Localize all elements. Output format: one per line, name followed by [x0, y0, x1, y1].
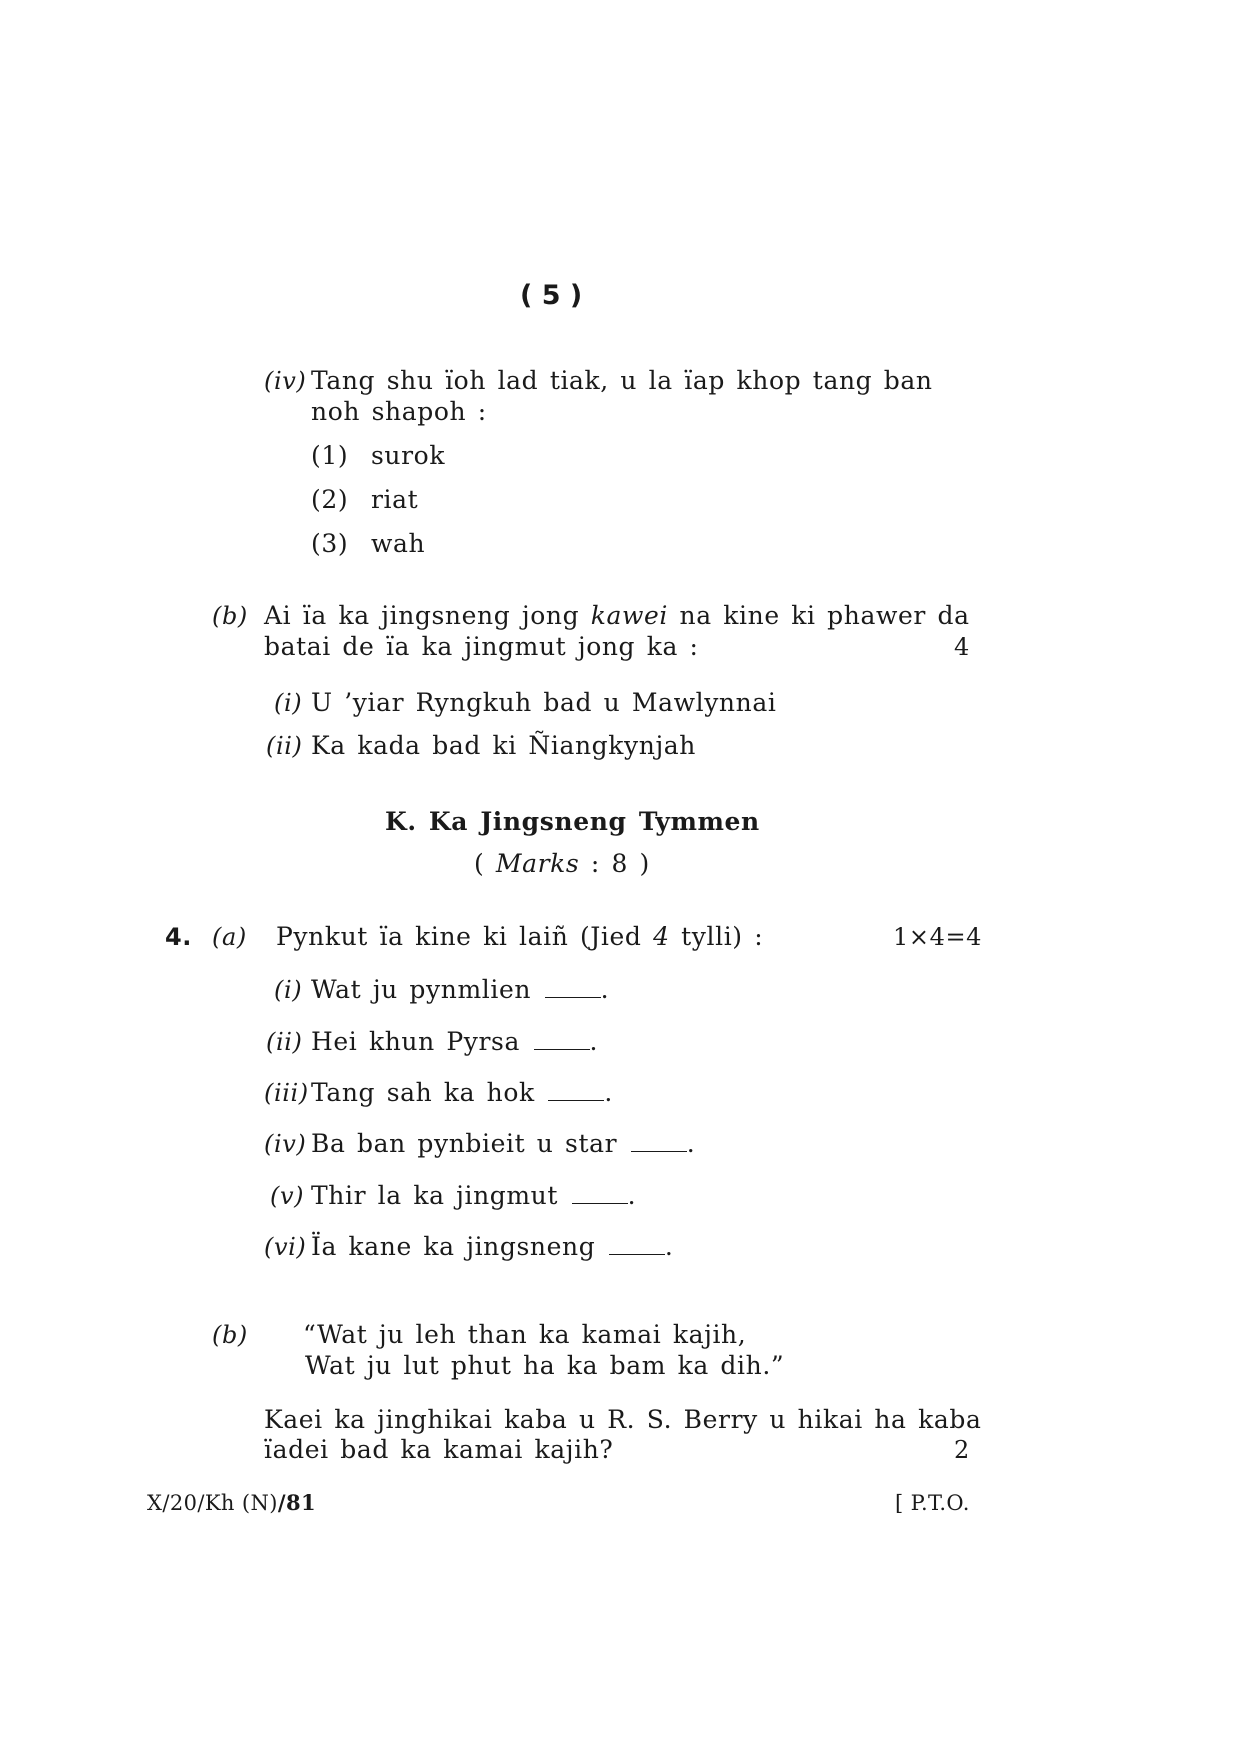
pto-note: [ P.T.O. — [895, 1491, 970, 1515]
q4-a-item-3-end: . — [604, 1078, 613, 1107]
fill-blank — [534, 1031, 590, 1050]
q3-iv-option-1-text: surok — [371, 441, 446, 470]
q3-b-label: (b) — [212, 602, 248, 630]
q4-a-label: (a) — [212, 923, 247, 951]
q4-a-item-2-text: Hei khun Pyrsa — [311, 1027, 520, 1056]
q4-a-instruction-post: tylli) : — [681, 922, 764, 951]
q4-a-item-4-text: Ba ban pynbieit u star — [311, 1129, 618, 1158]
fill-blank — [572, 1185, 628, 1204]
q4-b-quote-line2: Wat ju lut phut ha ka bam ka dih.” — [305, 1351, 785, 1380]
q3-b-line1 — [264, 601, 970, 631]
q4-a-item-6-end: . — [664, 1232, 674, 1261]
q4-a-instruction-pre: Pynkut ïa kine ki laiñ (Jied — [276, 922, 642, 951]
q4-a-item-6-text: Ïa kane ka jingsneng — [311, 1232, 596, 1261]
q3-b-item-2-label: (ii) — [266, 732, 303, 760]
q4-b-question-line2: ïadei bad ka kamai kajih? — [264, 1435, 614, 1464]
q4-a-item-1 — [311, 975, 609, 1005]
q4-b-marks: 2 — [954, 1436, 970, 1464]
q4-a-item-3-text: Tang sah ka hok — [311, 1078, 535, 1107]
q4-a-instruction-emphasis: 4 — [653, 922, 670, 951]
q4-a-item-4-label: (iv) — [264, 1130, 307, 1158]
q3-b-line1-pre: Ai ïa ka jingsneng jong — [264, 601, 580, 630]
q4-a-item-6 — [311, 1232, 673, 1262]
q4-a-item-1-label: (i) — [274, 976, 303, 1004]
q3-iv-label: (iv) — [264, 367, 307, 395]
question-number: 4. — [165, 923, 193, 951]
q3-iv-line2: noh shapoh : — [311, 397, 487, 426]
q3-iv-option-2-number: (2) — [311, 485, 349, 514]
q4-a-item-1-end: . — [600, 975, 610, 1004]
q3-b-marks: 4 — [954, 633, 970, 661]
q4-a-item-5-label: (v) — [270, 1182, 305, 1210]
q4-a-item-6-label: (vi) — [264, 1233, 307, 1261]
section-heading: K. Ka Jingsneng Tymmen — [385, 807, 760, 836]
fill-blank — [631, 1133, 687, 1152]
q3-b-item-2-text: Ka kada bad ki Ñiangkynjah — [311, 731, 696, 760]
q4-a-item-2-label: (ii) — [266, 1028, 303, 1056]
q4-a-item-5 — [311, 1181, 636, 1211]
q4-a-item-1-text: Wat ju pynmlien — [311, 975, 532, 1004]
q4-a-item-5-end: . — [627, 1181, 637, 1210]
section-marks-close: ) — [639, 849, 650, 878]
fill-blank — [548, 1082, 604, 1101]
q4-a-item-2-end: . — [589, 1027, 599, 1056]
q3-iv-option-3-text: wah — [371, 529, 426, 558]
q4-a-instruction — [276, 922, 763, 952]
fill-blank — [609, 1236, 665, 1255]
page-number: ( 5 ) — [520, 280, 583, 311]
q4-a-item-3-label: (iii) — [264, 1079, 309, 1107]
q4-b-label: (b) — [212, 1321, 248, 1349]
q3-iv-option-3-number: (3) — [311, 529, 349, 558]
q3-b-item-1-text: U ’yiar Ryngkuh bad u Mawlynnai — [311, 688, 777, 717]
section-marks-open: ( — [474, 849, 485, 878]
q3-iv-option-1-number: (1) — [311, 441, 349, 470]
section-marks-value: : 8 — [590, 849, 628, 878]
q3-b-line1-emphasis: kawei — [590, 601, 668, 630]
q3-iv-option-2-text: riat — [371, 485, 419, 514]
paper-code — [147, 1490, 316, 1516]
q4-b-question-line1: Kaei ka jinghikai kaba u R. S. Berry u hikai ha kaba — [264, 1405, 982, 1434]
q4-a-item-4 — [311, 1129, 695, 1159]
q4-a-item-5-text: Thir la ka jingmut — [311, 1181, 559, 1210]
q3-iv-line1: Tang shu ïoh lad tiak, u la ïap khop tang ban — [311, 366, 933, 395]
section-marks-word: Marks — [495, 849, 580, 878]
q4-a-item-3 — [311, 1078, 613, 1108]
q4-a-item-2 — [311, 1027, 598, 1057]
q3-b-line1-post: na kine ki phawer da — [679, 601, 970, 630]
paper-code-suffix: /81 — [277, 1490, 316, 1515]
q4-a-item-4-end: . — [686, 1129, 696, 1158]
q3-b-item-1-label: (i) — [274, 689, 303, 717]
paper-code-prefix: X/20/Kh (N) — [147, 1491, 278, 1515]
section-marks — [474, 849, 650, 879]
fill-blank — [545, 979, 601, 998]
q3-b-line2: batai de ïa ka jingmut jong ka : — [264, 632, 699, 661]
q4-a-marks: 1×4=4 — [893, 923, 983, 951]
q4-b-quote-line1: “Wat ju leh than ka kamai kajih, — [303, 1320, 747, 1349]
